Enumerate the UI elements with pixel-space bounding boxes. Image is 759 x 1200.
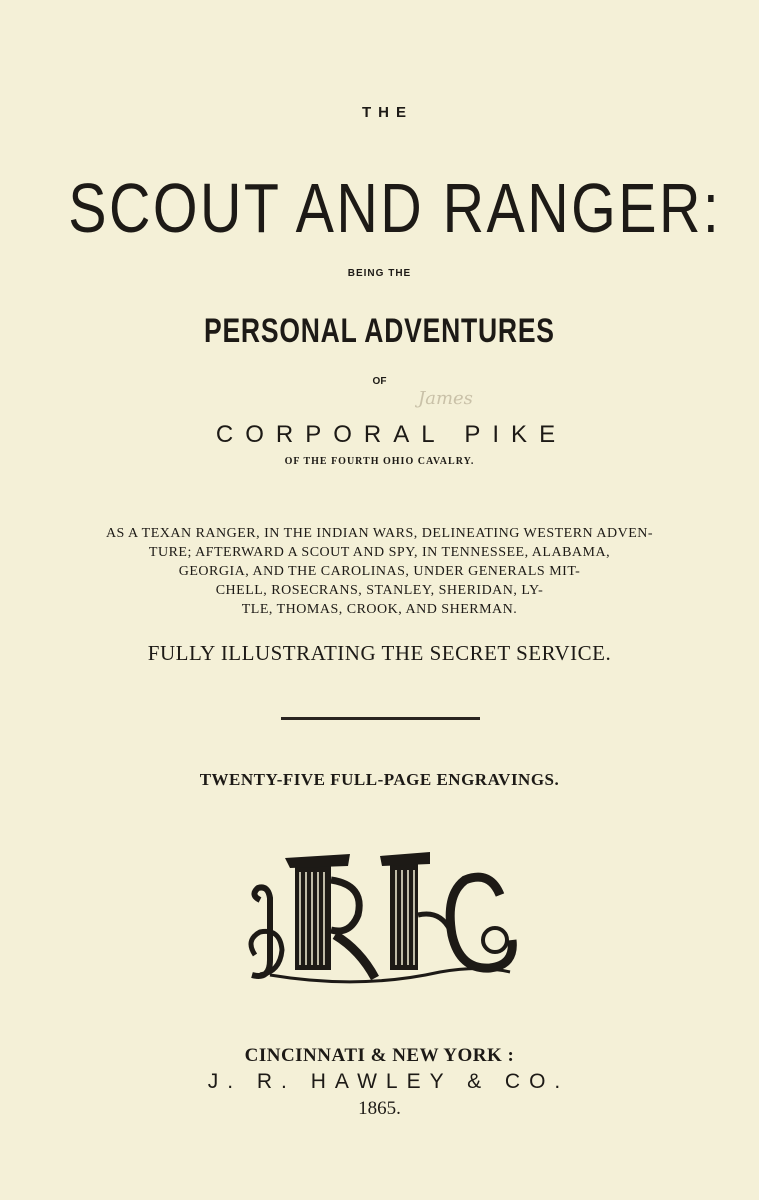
being-the: BEING THE	[347, 268, 412, 279]
engravings-line: TWENTY-FIVE FULL-PAGE ENGRAVINGS.	[199, 770, 560, 789]
publisher-monogram-icon	[240, 840, 530, 985]
pencil-annotation: James	[418, 388, 473, 409]
imprint-publisher: J. R. HAWLEY & CO.	[207, 1070, 570, 1093]
description-line: GEORGIA, AND THE CAROLINAS, UNDER GENERALS MIT-	[178, 564, 581, 579]
description-line: CHELL, ROSECRANS, STANLEY, SHERIDAN, LY-	[215, 583, 544, 598]
description-block	[0, 524, 759, 619]
book-subtitle: PERSONAL ADVENTURES	[203, 312, 555, 350]
description-line: TURE; AFTERWARD A SCOUT AND SPY, IN TENNESSEE, ALABAMA,	[148, 545, 611, 560]
of-label: OF	[372, 376, 387, 387]
description-line: TLE, THOMAS, CROOK, AND SHERMAN.	[241, 602, 518, 617]
description-line: AS A TEXAN RANGER, IN THE INDIAN WARS, DELINEATING WESTERN ADVEN-	[105, 526, 654, 541]
divider-rule	[281, 717, 480, 720]
title-the: THE	[362, 104, 413, 121]
imprint-cities: CINCINNATI & NEW YORK :	[244, 1045, 515, 1066]
imprint-year: 1865.	[358, 1098, 401, 1119]
fully-illustrating: FULLY ILLUSTRATING THE SECRET SERVICE.	[147, 641, 612, 665]
regiment-line: OF THE FOURTH OHIO CAVALRY.	[284, 456, 475, 467]
author-name: CORPORAL PIKE	[215, 421, 568, 448]
book-title: SCOUT AND RANGER:	[68, 169, 722, 247]
